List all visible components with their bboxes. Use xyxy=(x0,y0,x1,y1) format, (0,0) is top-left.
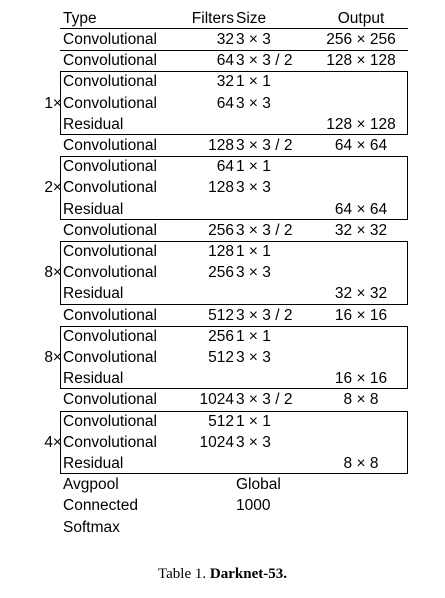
row-size: 3 × 3 xyxy=(236,31,271,48)
row-output: 128 × 128 xyxy=(326,52,396,70)
row-size: 3 × 3 xyxy=(236,94,271,112)
row-size: 3 × 3 / 2 xyxy=(236,52,293,70)
row-multiplier: 8× xyxy=(44,264,62,282)
table-row xyxy=(28,474,408,495)
row-type: Convolutional xyxy=(63,31,157,48)
row-size: 1 × 1 xyxy=(236,412,271,430)
row-rule xyxy=(60,50,408,51)
row-size: 3 × 3 xyxy=(236,179,271,197)
row-size: 3 × 3 / 2 xyxy=(236,137,293,154)
row-output: 8 × 8 xyxy=(343,455,379,472)
header-type: Type xyxy=(63,10,97,27)
row-type: Convolutional xyxy=(63,264,157,282)
row-type: Residual xyxy=(63,285,124,303)
header-rule xyxy=(60,28,408,29)
row-size: 3 × 3 xyxy=(236,433,271,451)
row-type: Convolutional xyxy=(63,221,157,239)
row-multiplier: 8× xyxy=(44,349,62,366)
row-filters: 512 xyxy=(208,349,234,366)
row-filters: 1024 xyxy=(199,391,234,409)
row-size: 3 × 3 / 2 xyxy=(236,221,293,239)
row-output: 32 × 32 xyxy=(334,221,388,239)
header-filters: Filters xyxy=(191,10,234,27)
row-size: Global xyxy=(236,476,281,494)
row-filters: 128 xyxy=(208,179,234,197)
caption-title: Darknet-53. xyxy=(209,566,287,582)
table-row xyxy=(28,517,408,538)
row-output: 16 × 16 xyxy=(334,306,388,324)
row-output: 64 × 64 xyxy=(334,137,388,154)
row-output: 64 × 64 xyxy=(334,200,388,218)
row-multiplier: 2× xyxy=(44,179,62,197)
row-type: Softmax xyxy=(63,518,120,536)
row-type: Residual xyxy=(63,370,124,388)
header-output: Output xyxy=(337,10,385,27)
table-header-row xyxy=(28,8,408,29)
residual-block-box xyxy=(60,411,408,475)
row-type: Connected xyxy=(63,497,138,515)
row-type: Convolutional xyxy=(63,73,157,91)
row-type: Convolutional xyxy=(63,412,157,430)
row-type: Convolutional xyxy=(63,179,157,197)
header-size: Size xyxy=(236,10,267,27)
table-caption xyxy=(0,566,445,583)
row-type: Convolutional xyxy=(63,94,157,112)
row-filters: 64 xyxy=(216,158,234,176)
table-row xyxy=(28,220,408,241)
row-type: Convolutional xyxy=(63,306,157,324)
table-row xyxy=(28,135,408,156)
residual-block-box xyxy=(60,326,408,390)
table-row xyxy=(28,305,408,326)
row-size: 3 × 3 xyxy=(236,349,271,366)
row-type: Residual xyxy=(63,115,124,133)
row-type: Convolutional xyxy=(63,391,157,409)
row-output: 8 × 8 xyxy=(343,391,379,409)
row-filters: 256 xyxy=(208,264,234,282)
row-filters: 1024 xyxy=(199,433,234,451)
row-size: 1 × 1 xyxy=(236,158,271,176)
row-type: Residual xyxy=(63,200,124,218)
row-size: 3 × 3 / 2 xyxy=(236,306,293,324)
row-filters: 64 xyxy=(216,52,234,70)
row-filters: 256 xyxy=(208,327,234,345)
row-output: 256 × 256 xyxy=(326,31,396,48)
row-size: 1 × 1 xyxy=(236,73,271,91)
row-output: 32 × 32 xyxy=(334,285,388,303)
residual-block-box xyxy=(60,71,408,135)
row-type: Convolutional xyxy=(63,327,157,345)
row-filters: 256 xyxy=(208,221,234,239)
table-row xyxy=(28,495,408,516)
residual-block-box xyxy=(60,241,408,305)
row-size: 3 × 3 / 2 xyxy=(236,391,293,409)
residual-block-box xyxy=(60,156,408,220)
row-type: Convolutional xyxy=(63,52,157,70)
row-type: Convolutional xyxy=(63,433,157,451)
row-type: Avgpool xyxy=(63,476,119,494)
row-filters: 32 xyxy=(216,73,234,91)
row-size: 1 × 1 xyxy=(236,243,271,260)
row-type: Convolutional xyxy=(63,137,157,154)
row-multiplier: 4× xyxy=(44,433,62,451)
table-row xyxy=(28,29,408,50)
row-filters: 32 xyxy=(216,31,234,48)
row-output: 128 × 128 xyxy=(326,115,396,133)
row-type: Convolutional xyxy=(63,243,157,260)
row-filters: 512 xyxy=(208,306,234,324)
row-filters: 64 xyxy=(216,94,234,112)
row-filters: 512 xyxy=(208,412,234,430)
row-filters: 128 xyxy=(208,137,234,154)
row-output: 16 × 16 xyxy=(334,370,388,388)
caption-prefix: Table 1. xyxy=(158,566,207,582)
table-row xyxy=(28,389,408,410)
row-type: Convolutional xyxy=(63,349,157,366)
row-size: 1 × 1 xyxy=(236,327,271,345)
row-size: 3 × 3 xyxy=(236,264,271,282)
table-row xyxy=(28,50,408,71)
row-filters: 128 xyxy=(208,243,234,260)
row-multiplier: 1× xyxy=(44,94,62,112)
row-size: 1000 xyxy=(236,497,271,515)
row-type: Residual xyxy=(63,455,124,472)
row-type: Convolutional xyxy=(63,158,157,176)
